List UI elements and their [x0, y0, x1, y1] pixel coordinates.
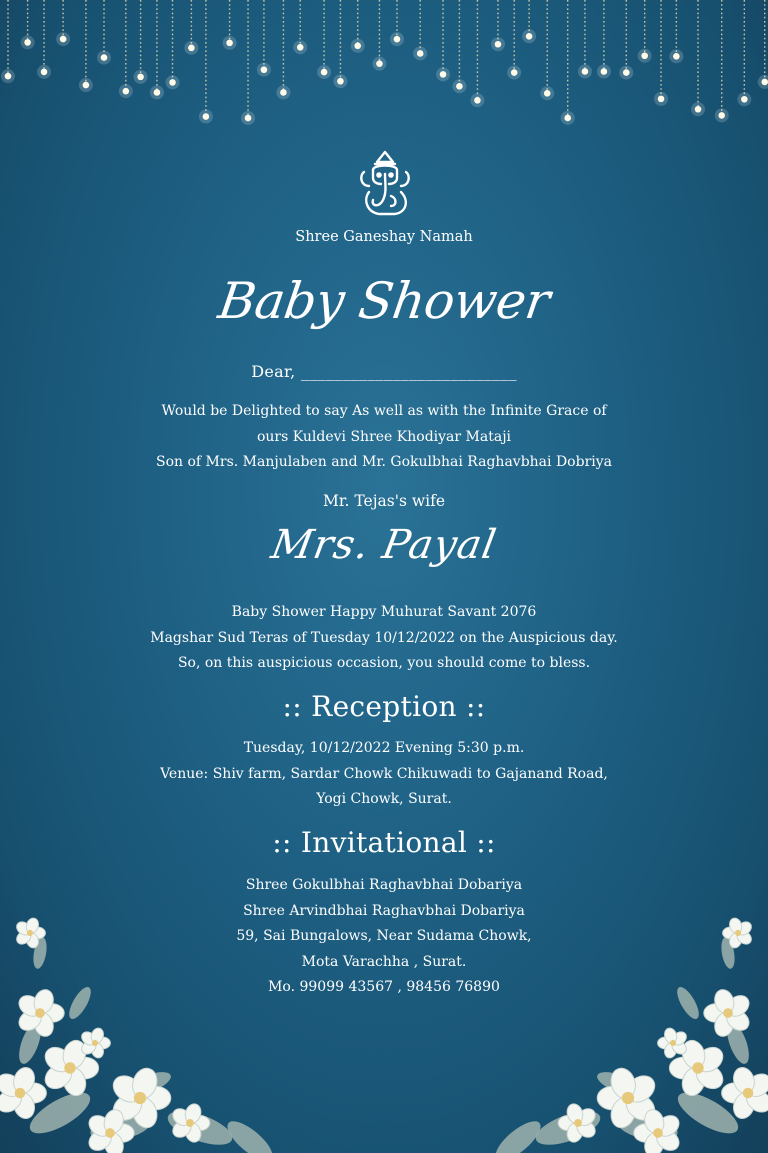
light-bulb [673, 53, 680, 60]
light-bulb [83, 82, 90, 89]
flower-center [574, 1119, 582, 1127]
light-bulb [544, 90, 551, 97]
light-bulb [137, 74, 144, 81]
bouquet-group [490, 917, 768, 1153]
leaf [673, 984, 703, 1022]
light-bulb [280, 89, 287, 96]
flower-center [64, 1062, 75, 1073]
invitational-line: Mo. 99099 43567 , 98456 76890 [268, 979, 500, 995]
light-bulb [354, 43, 361, 50]
light-bulb [658, 96, 665, 103]
ganesha-icon [355, 148, 415, 220]
light-bulb [456, 83, 463, 90]
light-bulb [321, 69, 328, 76]
light-bulb [60, 36, 67, 43]
flower-center [15, 1088, 26, 1099]
light-bulb [337, 78, 344, 85]
light-bulb [245, 115, 252, 122]
muhurat-line: So, on this auspicious occasion, you should come to bless. [177, 655, 591, 671]
flower-center [622, 1092, 634, 1104]
muhurat-line: Magshar Sud Teras of Tuesday 10/12/2022 on the Auspicious day. [150, 629, 618, 646]
bouquet-group [0, 917, 278, 1153]
flower-center [186, 1119, 194, 1127]
flower-bouquet-left [0, 893, 320, 1153]
leaf [65, 984, 95, 1022]
intro-line: ours Kuldevi Shree Khodiyar Mataji [256, 428, 512, 445]
light-bulb [261, 66, 268, 73]
leaf [490, 1115, 547, 1153]
light-bulb [623, 69, 630, 76]
flower-center [134, 1092, 146, 1104]
flower-center [735, 930, 741, 936]
bride-name: Mrs. Payal [267, 522, 501, 568]
light-bulb [123, 88, 130, 95]
flower-center [743, 1088, 754, 1099]
reception-line: Tuesday, 10/12/2022 Evening 5:30 p.m. [243, 740, 525, 756]
husband-line: Mr. Tejas's wife [322, 492, 446, 510]
light-bulb [394, 36, 401, 43]
light-bulb [41, 69, 48, 76]
light-bulb [741, 96, 748, 103]
dear-line: Dear, __________________________ [251, 362, 517, 381]
reception-details [0, 736, 768, 813]
reception-line: Venue: Shiv farm, Sardar Chowk Chikuwadi to Gajanand Road, [160, 765, 608, 782]
light-bulb [376, 60, 383, 67]
light-bulb [495, 41, 502, 48]
flower-center [27, 930, 33, 936]
flower-center [105, 1128, 115, 1138]
flower-center [692, 1062, 703, 1073]
light-bulb [641, 52, 648, 59]
light-bulb [226, 40, 233, 47]
light-bulb [761, 79, 768, 86]
light-bulb [526, 33, 533, 40]
light-bulb [24, 39, 31, 46]
light-bulb [511, 69, 518, 76]
blessing-text: Shree Ganeshay Namah [295, 229, 473, 245]
light-bulb [5, 73, 12, 80]
intro-line: Would be Delighted to say As well as with the Infinite Grace of [161, 403, 607, 419]
light-bulb [154, 89, 161, 96]
flower-bouquet-right [448, 893, 768, 1153]
flower-center [35, 1008, 45, 1018]
reception-heading: :: Reception :: [282, 690, 486, 723]
muhurat-paragraph [0, 600, 768, 677]
light-bulb [695, 106, 702, 113]
invitational-line: 59, Sai Bungalows, Near Sudama Chowk, [236, 928, 532, 944]
light-bulb [203, 113, 210, 120]
light-bulb [601, 68, 608, 75]
flower-center [653, 1128, 663, 1138]
flower-center [92, 1040, 98, 1046]
invitational-heading: :: Invitational :: [272, 826, 496, 859]
light-bulb [474, 97, 481, 104]
invitational-line: Mota Varachha , Surat. [301, 953, 467, 970]
invitational-line: Shree Arvindbhai Raghavbhai Dobariya [243, 902, 525, 919]
light-bulb [440, 71, 447, 78]
light-bulb [297, 44, 304, 51]
light-bulb [582, 68, 589, 75]
light-bulb [718, 112, 725, 119]
muhurat-line: Baby Shower Happy Muhurat Savant 2076 [231, 604, 537, 620]
intro-line: Son of Mrs. Manjulaben and Mr. Gokulbhai Raghavbhai Dobriya [156, 454, 612, 470]
light-bulb [188, 45, 195, 52]
light-bulb [169, 79, 176, 86]
light-bulb [101, 54, 108, 61]
flower-center [723, 1008, 733, 1018]
reception-line: Yogi Chowk, Surat. [316, 791, 452, 807]
leaf [222, 1115, 279, 1153]
light-bulb [564, 115, 571, 122]
string-lights-decoration [0, 0, 768, 140]
event-title: Baby Shower [214, 272, 554, 330]
flower-center [670, 1040, 676, 1046]
light-bulb [417, 50, 424, 57]
intro-paragraph [0, 399, 768, 476]
invitational-line: Shree Gokulbhai Raghavbhai Dobariya [245, 877, 523, 893]
